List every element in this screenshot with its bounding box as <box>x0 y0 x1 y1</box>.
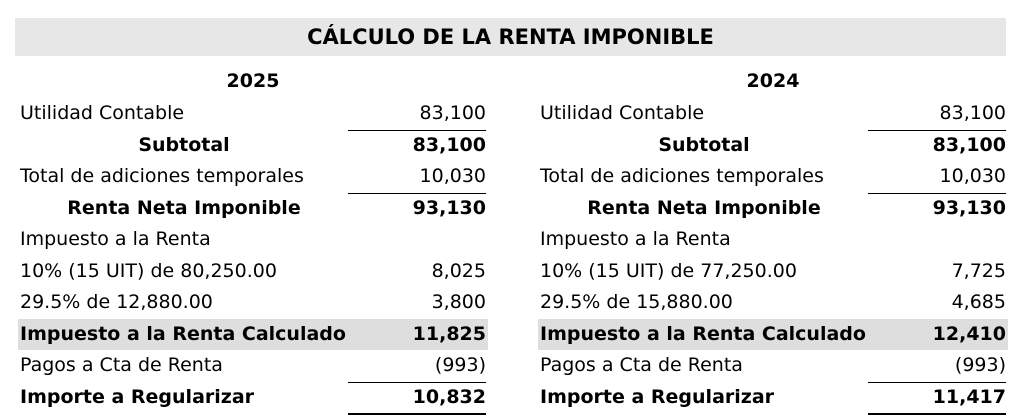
row-label: Impuesto a la Renta Calculado <box>20 322 346 345</box>
year-header: 2024 <box>746 70 800 92</box>
row-label: Pagos a Cta de Renta <box>20 354 223 376</box>
row-tramo-29-5 <box>538 287 1008 319</box>
year-column-2025 <box>18 64 488 413</box>
row-impuesto-calculado <box>538 319 1008 351</box>
row-label: Utilidad Contable <box>20 102 185 124</box>
row-label: Impuesto a la Renta Calculado <box>540 322 866 345</box>
row-value: 93,130 <box>412 196 486 219</box>
row-label: Importe a Regularizar <box>20 385 255 408</box>
row-value: 83,100 <box>868 98 1006 131</box>
row-importe-regularizar <box>18 382 488 414</box>
row-subtotal <box>18 130 488 162</box>
row-renta-neta-imponible <box>18 193 488 225</box>
row-tramo-10 <box>538 256 1008 288</box>
sheet-title: CÁLCULO DE LA RENTA IMPONIBLE <box>15 18 1006 56</box>
row-value: 11,417 <box>868 382 1006 416</box>
year-header: 2025 <box>226 70 280 92</box>
row-label: Subtotal <box>138 133 230 156</box>
row-label: Subtotal <box>658 133 750 156</box>
year-column-2024 <box>538 64 1008 413</box>
row-impuesto-renta-heading <box>538 224 1008 256</box>
row-label: Pagos a Cta de Renta <box>540 354 743 376</box>
row-label: 29.5% de 12,880.00 <box>20 291 213 313</box>
row-value: 83,100 <box>348 98 486 131</box>
row-value: 11,825 <box>412 322 486 345</box>
row-impuesto-calculado <box>18 319 488 351</box>
row-label: Renta Neta Imponible <box>587 196 821 219</box>
row-value: 8,025 <box>431 259 486 282</box>
row-impuesto-renta-heading <box>18 224 488 256</box>
row-value: 12,410 <box>932 322 1006 345</box>
row-adiciones-temporales <box>18 161 488 193</box>
row-importe-regularizar <box>538 382 1008 414</box>
row-label: Total de adiciones temporales <box>540 165 824 187</box>
row-label: Total de adiciones temporales <box>20 165 304 187</box>
row-value: 4,685 <box>868 287 1006 320</box>
row-label: Impuesto a la Renta <box>540 228 731 250</box>
row-label: Impuesto a la Renta <box>20 228 211 250</box>
row-value: 10,832 <box>348 382 486 416</box>
row-tramo-29-5 <box>18 287 488 319</box>
row-utilidad-contable <box>538 98 1008 130</box>
row-value: (993) <box>868 350 1006 383</box>
row-value: 10,030 <box>348 161 486 194</box>
row-tramo-10 <box>18 256 488 288</box>
row-label: Renta Neta Imponible <box>67 196 301 219</box>
row-adiciones-temporales <box>538 161 1008 193</box>
row-renta-neta-imponible <box>538 193 1008 225</box>
row-label: Utilidad Contable <box>540 102 705 124</box>
row-label: 29.5% de 15,880.00 <box>540 291 733 313</box>
row-value: 83,100 <box>412 133 486 156</box>
row-value: 7,725 <box>951 259 1006 282</box>
row-utilidad-contable <box>18 98 488 130</box>
row-pagos-cta <box>538 350 1008 382</box>
row-label: 10% (15 UIT) de 80,250.00 <box>20 259 277 282</box>
row-pagos-cta <box>18 350 488 382</box>
row-value: 83,100 <box>932 133 1006 156</box>
row-label: 10% (15 UIT) de 77,250.00 <box>540 259 797 282</box>
row-value: (993) <box>348 350 486 383</box>
row-subtotal <box>538 130 1008 162</box>
row-value: 3,800 <box>348 287 486 320</box>
row-value: 10,030 <box>868 161 1006 194</box>
row-label: Importe a Regularizar <box>540 385 775 408</box>
row-value: 93,130 <box>932 196 1006 219</box>
